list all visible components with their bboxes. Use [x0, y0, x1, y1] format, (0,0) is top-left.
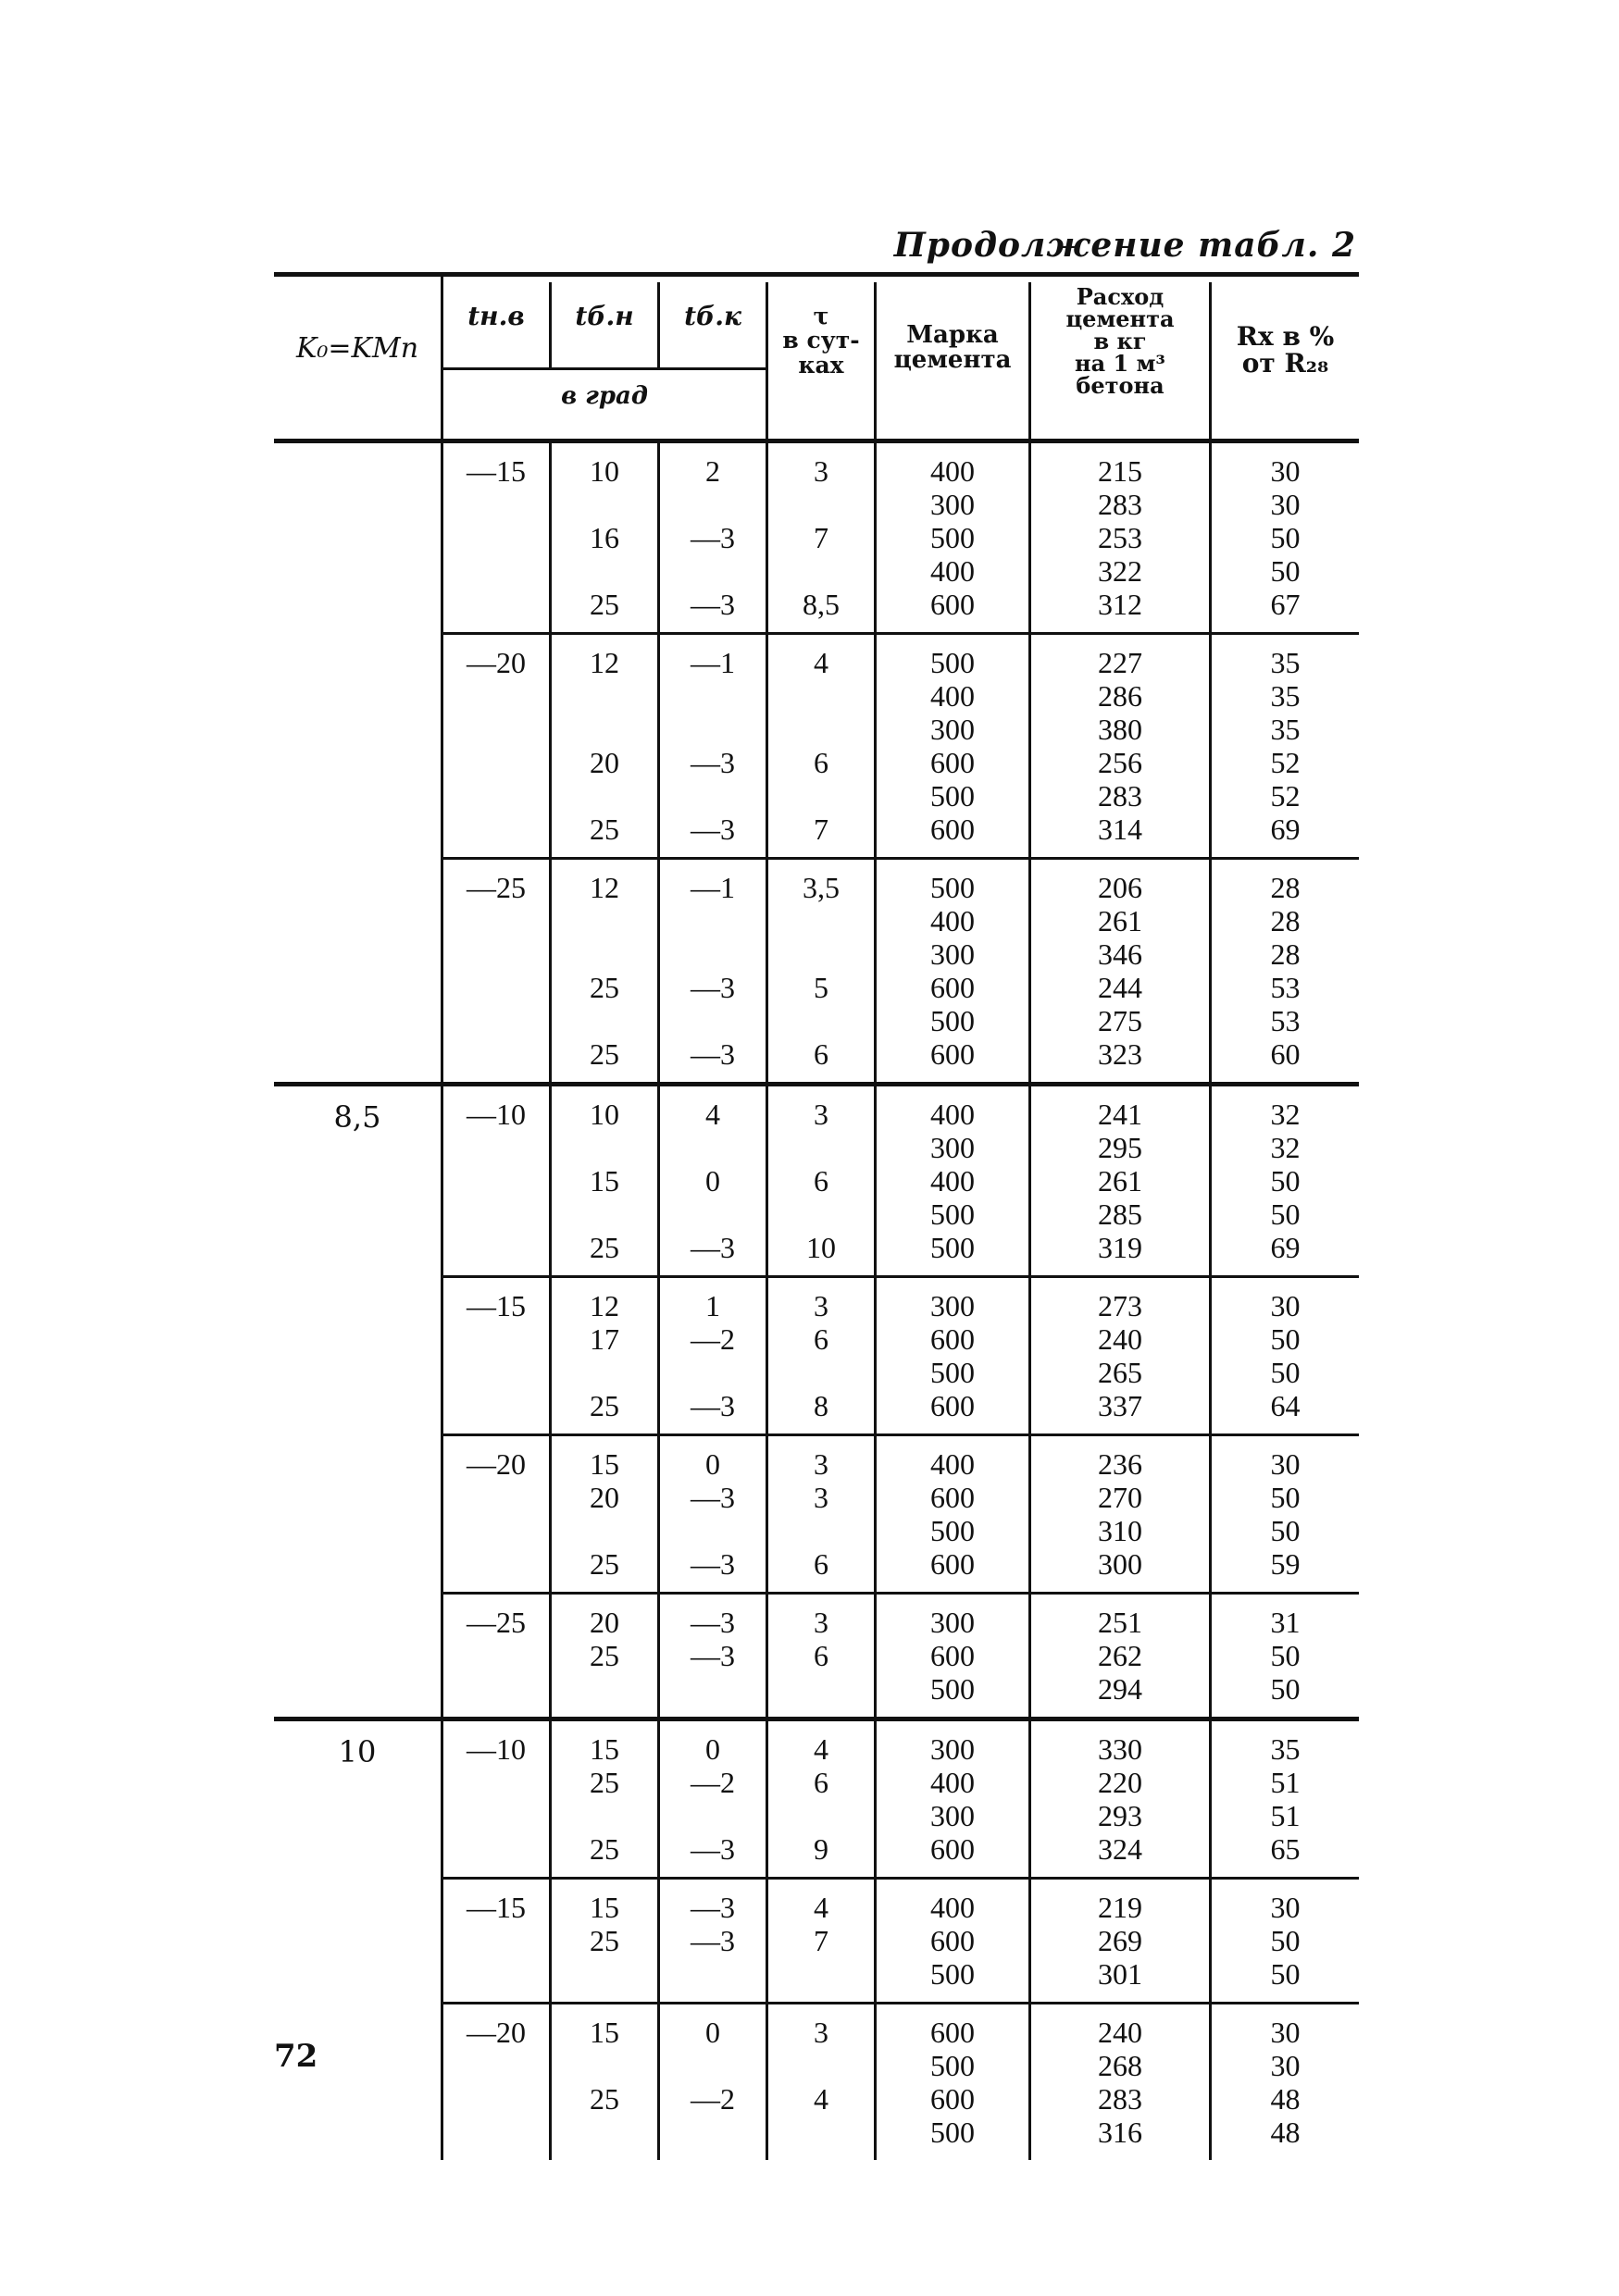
- cell-marka: 400: [930, 1891, 975, 1924]
- cell-tau: 8,5: [803, 588, 840, 621]
- table-row: [274, 1799, 1359, 1832]
- cell-t-bn: 25: [590, 1037, 619, 1071]
- cell-marka: 600: [930, 2016, 975, 2049]
- table-row: [274, 2082, 1359, 2116]
- cell-rashod: 380: [1098, 713, 1142, 746]
- cell-tau: 3: [814, 1098, 828, 1131]
- cell-rx: 28: [1270, 904, 1301, 937]
- cell-rx: 51: [1270, 1799, 1301, 1832]
- table-row: [274, 1447, 1359, 1481]
- table-block: [443, 1877, 1359, 2002]
- cell-rashod: 330: [1098, 1732, 1142, 1766]
- cell-tau: 3: [814, 1606, 828, 1639]
- cell-marka: 400: [930, 1766, 975, 1799]
- cell-tau: 3: [814, 1289, 828, 1322]
- cell-rx: 32: [1270, 1131, 1301, 1164]
- table-row: [274, 488, 1359, 521]
- cell-marka: 400: [930, 554, 975, 588]
- cell-t-nv: —20: [467, 1447, 526, 1481]
- table-row: [274, 1547, 1359, 1581]
- table-row: [274, 1606, 1359, 1639]
- cell-marka: 600: [930, 588, 975, 621]
- cell-rx: 28: [1270, 871, 1301, 904]
- cell-rx: 30: [1270, 2016, 1301, 2049]
- cell-marka: 600: [930, 1547, 975, 1581]
- table-row: [274, 1672, 1359, 1706]
- cell-rx: 30: [1270, 2049, 1301, 2082]
- cell-t-bk: —3: [691, 746, 735, 779]
- cell-rashod: 241: [1098, 1098, 1142, 1131]
- cell-tau: 6: [814, 1766, 828, 1799]
- cell-tau: 3: [814, 2016, 828, 2049]
- cell-t-bn: 12: [590, 871, 619, 904]
- cell-marka: 500: [930, 1957, 975, 1991]
- table-row: [274, 1481, 1359, 1514]
- cell-tau: 6: [814, 1547, 828, 1581]
- cell-rx: 59: [1270, 1547, 1301, 1581]
- cell-marka: 600: [930, 1322, 975, 1356]
- cell-rashod: 240: [1098, 1322, 1142, 1356]
- cell-rashod: 275: [1098, 1004, 1142, 1037]
- cell-t-bk: —3: [691, 813, 735, 846]
- cell-rashod: 253: [1098, 521, 1142, 554]
- table-row: [274, 1164, 1359, 1198]
- cell-rashod: 270: [1098, 1481, 1142, 1514]
- cell-rashod: 236: [1098, 1447, 1142, 1481]
- cell-rx: 69: [1270, 1231, 1301, 1264]
- cell-tau: 7: [814, 521, 828, 554]
- table-row: [274, 1924, 1359, 1957]
- cell-tau: 7: [814, 813, 828, 846]
- cell-tau: 6: [814, 746, 828, 779]
- table-row: [274, 746, 1359, 779]
- cell-t-bn: 15: [590, 1447, 619, 1481]
- table-row: [274, 1832, 1359, 1866]
- cell-t-bn: 12: [590, 646, 619, 679]
- cell-t-bk: 4: [705, 1098, 720, 1131]
- table-row: [274, 937, 1359, 971]
- cell-rx: 48: [1270, 2082, 1301, 2116]
- table-row: [274, 521, 1359, 554]
- cell-rx: 64: [1270, 1389, 1301, 1422]
- table-row: [274, 813, 1359, 846]
- table-row: [274, 2016, 1359, 2049]
- header-rx: Rх в % от R₂₈: [1236, 321, 1335, 379]
- cell-rx: 50: [1270, 1356, 1301, 1389]
- table-row: [274, 1389, 1359, 1422]
- cell-marka: 400: [930, 454, 975, 488]
- header-unit: в град: [561, 382, 648, 410]
- cell-rashod: 294: [1098, 1672, 1142, 1706]
- cell-t-bn: 20: [590, 746, 619, 779]
- cell-rx: 30: [1270, 1289, 1301, 1322]
- cell-rashod: 219: [1098, 1891, 1142, 1924]
- cell-t-bk: —3: [691, 1891, 735, 1924]
- cell-marka: 500: [930, 521, 975, 554]
- cell-rx: 50: [1270, 1957, 1301, 1991]
- cell-marka: 300: [930, 1799, 975, 1832]
- cell-marka: 300: [930, 937, 975, 971]
- cell-rx: 52: [1270, 779, 1301, 813]
- cell-tau: 6: [814, 1639, 828, 1672]
- cell-rx: 48: [1270, 2116, 1301, 2149]
- cell-t-bn: 10: [590, 454, 619, 488]
- cell-rashod: 265: [1098, 1356, 1142, 1389]
- cell-rx: 50: [1270, 1198, 1301, 1231]
- table-row: [274, 646, 1359, 679]
- cell-marka: 500: [930, 1672, 975, 1706]
- cell-t-nv: —10: [467, 1098, 526, 1131]
- cell-marka: 300: [930, 1289, 975, 1322]
- cell-marka: 500: [930, 2049, 975, 2082]
- cell-rashod: 240: [1098, 2016, 1142, 2049]
- cell-t-bn: 10: [590, 1098, 619, 1131]
- table-row: [274, 971, 1359, 1004]
- cell-t-nv: —20: [467, 2016, 526, 2049]
- table-row: [274, 1098, 1359, 1131]
- header-k0: K₀=KMп: [295, 332, 419, 365]
- cell-rx: 50: [1270, 1924, 1301, 1957]
- cell-rx: 50: [1270, 554, 1301, 588]
- cell-rx: 50: [1270, 1481, 1301, 1514]
- cell-rx: 35: [1270, 713, 1301, 746]
- cell-t-bn: 12: [590, 1289, 619, 1322]
- cell-rashod: 337: [1098, 1389, 1142, 1422]
- cell-t-bk: 0: [705, 1732, 720, 1766]
- table-row: [274, 588, 1359, 621]
- cell-rashod: 206: [1098, 871, 1142, 904]
- cell-rashod: 261: [1098, 904, 1142, 937]
- table-row: [274, 1231, 1359, 1264]
- table-block: [443, 1721, 1359, 1877]
- cell-marka: 300: [930, 713, 975, 746]
- cell-marka: 500: [930, 871, 975, 904]
- table-group: [274, 1717, 1359, 2160]
- table-row: [274, 1732, 1359, 1766]
- table-header: [274, 272, 1359, 443]
- cell-marka: 500: [930, 2116, 975, 2149]
- cell-t-bk: 0: [705, 1447, 720, 1481]
- cell-tau: 10: [806, 1231, 836, 1264]
- cell-marka: 500: [930, 1004, 975, 1037]
- cell-t-bk: —3: [691, 1606, 735, 1639]
- cell-rashod: 295: [1098, 1131, 1142, 1164]
- cell-t-bk: 2: [705, 454, 720, 488]
- table-block: [443, 1433, 1359, 1592]
- cell-marka: 600: [930, 1924, 975, 1957]
- cell-marka: 600: [930, 1639, 975, 1672]
- cell-marka: 300: [930, 488, 975, 521]
- table-row: [274, 1639, 1359, 1672]
- cell-t-bn: 25: [590, 971, 619, 1004]
- cell-t-bn: 25: [590, 1639, 619, 1672]
- table-row: [274, 1131, 1359, 1164]
- cell-t-bk: 0: [705, 2016, 720, 2049]
- cell-t-bk: —2: [691, 1322, 735, 1356]
- cell-rx: 30: [1270, 454, 1301, 488]
- cell-t-bn: 25: [590, 1389, 619, 1422]
- cell-marka: 500: [930, 1198, 975, 1231]
- cell-marka: 600: [930, 1389, 975, 1422]
- cell-rashod: 323: [1098, 1037, 1142, 1071]
- cell-marka: 400: [930, 1447, 975, 1481]
- header-rashod: Расход цемента в кг на 1 м³ бетона: [1065, 283, 1175, 399]
- table-block: [443, 1275, 1359, 1433]
- cell-t-nv: —20: [467, 646, 526, 679]
- table-block: [443, 1592, 1359, 1717]
- cell-marka: 400: [930, 679, 975, 713]
- cell-marka: 500: [930, 1231, 975, 1264]
- cell-rx: 50: [1270, 1672, 1301, 1706]
- cell-t-bk: —3: [691, 521, 735, 554]
- table-block: [443, 857, 1359, 1082]
- table-group: [274, 443, 1359, 1082]
- table-row: [274, 2049, 1359, 2082]
- cell-rashod: 227: [1098, 646, 1142, 679]
- cell-rx: 32: [1270, 1098, 1301, 1131]
- header-tau: τ в сут- ках: [782, 303, 860, 379]
- cell-rx: 69: [1270, 813, 1301, 846]
- cell-rashod: 314: [1098, 813, 1142, 846]
- cell-t-nv: —15: [467, 1289, 526, 1322]
- cell-t-bn: 25: [590, 1231, 619, 1264]
- cell-t-nv: —25: [467, 871, 526, 904]
- cell-t-bk: —3: [691, 1547, 735, 1581]
- cell-rashod: 301: [1098, 1957, 1142, 1991]
- cell-tau: 6: [814, 1322, 828, 1356]
- cell-marka: 300: [930, 1732, 975, 1766]
- cell-rashod: 215: [1098, 454, 1142, 488]
- cell-rx: 50: [1270, 1322, 1301, 1356]
- table-row: [274, 679, 1359, 713]
- cell-marka: 600: [930, 813, 975, 846]
- cell-marka: 500: [930, 1356, 975, 1389]
- cell-t-bn: 15: [590, 1164, 619, 1198]
- cell-t-bk: 0: [705, 1164, 720, 1198]
- cell-t-bk: —3: [691, 971, 735, 1004]
- cell-tau: 9: [814, 1832, 828, 1866]
- cell-marka: 600: [930, 1037, 975, 1071]
- cell-t-bn: 25: [590, 1547, 619, 1581]
- cell-tau: 5: [814, 971, 828, 1004]
- header-t-bk: tб.к: [684, 301, 741, 331]
- cell-rashod: 269: [1098, 1924, 1142, 1957]
- table-body: [274, 443, 1359, 2160]
- cell-marka: 300: [930, 1131, 975, 1164]
- cell-rx: 35: [1270, 1732, 1301, 1766]
- cell-rashod: 256: [1098, 746, 1142, 779]
- cell-t-bk: —3: [691, 1389, 735, 1422]
- cell-t-bk: —3: [691, 1924, 735, 1957]
- cell-rashod: 273: [1098, 1289, 1142, 1322]
- header-t-nv: tн.в: [467, 301, 525, 331]
- cell-marka: 500: [930, 779, 975, 813]
- table-row: [274, 904, 1359, 937]
- cell-rx: 52: [1270, 746, 1301, 779]
- table-row: [274, 1322, 1359, 1356]
- table-row: [274, 1957, 1359, 1991]
- cell-tau: 7: [814, 1924, 828, 1957]
- header-marka: Марка цемента: [893, 321, 1012, 375]
- cell-t-bk: —3: [691, 1832, 735, 1866]
- cell-rashod: 261: [1098, 1164, 1142, 1198]
- cell-marka: 600: [930, 746, 975, 779]
- cell-rx: 53: [1270, 1004, 1301, 1037]
- table-row: [274, 713, 1359, 746]
- page-number: 72: [274, 2038, 318, 2075]
- cell-marka: 600: [930, 2082, 975, 2116]
- cell-rashod: 293: [1098, 1799, 1142, 1832]
- cell-marka: 600: [930, 1481, 975, 1514]
- cell-rashod: 300: [1098, 1547, 1142, 1581]
- cell-tau: 3,5: [803, 871, 840, 904]
- cell-rx: 53: [1270, 971, 1301, 1004]
- cell-rashod: 283: [1098, 488, 1142, 521]
- cell-rx: 35: [1270, 646, 1301, 679]
- table-caption: Продолжение табл. 2: [893, 226, 1356, 265]
- cell-t-bn: 20: [590, 1606, 619, 1639]
- cell-t-nv: —15: [467, 1891, 526, 1924]
- table-row: [274, 1766, 1359, 1799]
- cell-rx: 28: [1270, 937, 1301, 971]
- cell-rx: 50: [1270, 1514, 1301, 1547]
- table-block: [443, 443, 1359, 632]
- table-row: [274, 1356, 1359, 1389]
- table-row: [274, 554, 1359, 588]
- cell-marka: 400: [930, 1098, 975, 1131]
- cell-t-nv: —10: [467, 1732, 526, 1766]
- cell-t-bk: —1: [691, 646, 735, 679]
- cell-rashod: 316: [1098, 2116, 1142, 2149]
- cell-t-bn: 15: [590, 2016, 619, 2049]
- header-t-bn: tб.н: [575, 301, 634, 331]
- table-block: [443, 2002, 1359, 2160]
- cell-t-bk: —3: [691, 588, 735, 621]
- cell-tau: 8: [814, 1389, 828, 1422]
- cell-t-bn: 16: [590, 521, 619, 554]
- cell-rashod: 322: [1098, 554, 1142, 588]
- cell-rashod: 312: [1098, 588, 1142, 621]
- cell-tau: 3: [814, 454, 828, 488]
- cell-rashod: 262: [1098, 1639, 1142, 1672]
- cell-rashod: 283: [1098, 779, 1142, 813]
- cell-tau: 4: [814, 2082, 828, 2116]
- cell-t-bn: 15: [590, 1891, 619, 1924]
- cell-t-bn: 20: [590, 1481, 619, 1514]
- cell-tau: 4: [814, 1732, 828, 1766]
- data-table: [274, 272, 1359, 2160]
- cell-rx: 30: [1270, 1447, 1301, 1481]
- cell-marka: 600: [930, 1832, 975, 1866]
- cell-t-bk: —3: [691, 1481, 735, 1514]
- cell-rx: 65: [1270, 1832, 1301, 1866]
- cell-rashod: 244: [1098, 971, 1142, 1004]
- table-block: [443, 1086, 1359, 1275]
- cell-t-bn: 25: [590, 1924, 619, 1957]
- cell-t-bk: —3: [691, 1037, 735, 1071]
- cell-marka: 600: [930, 971, 975, 1004]
- cell-marka: 400: [930, 1164, 975, 1198]
- k0-value: 10: [338, 1734, 377, 1769]
- table-row: [274, 1514, 1359, 1547]
- cell-t-bn: 25: [590, 1832, 619, 1866]
- cell-rx: 31: [1270, 1606, 1301, 1639]
- cell-rx: 50: [1270, 1164, 1301, 1198]
- cell-t-bk: —3: [691, 1231, 735, 1264]
- table-row: [274, 871, 1359, 904]
- cell-rashod: 324: [1098, 1832, 1142, 1866]
- cell-rx: 30: [1270, 1891, 1301, 1924]
- cell-rashod: 285: [1098, 1198, 1142, 1231]
- table-block: [443, 632, 1359, 857]
- cell-rx: 30: [1270, 488, 1301, 521]
- cell-t-bk: —2: [691, 2082, 735, 2116]
- table-row: [274, 454, 1359, 488]
- cell-rashod: 346: [1098, 937, 1142, 971]
- cell-tau: 3: [814, 1447, 828, 1481]
- cell-t-bn: 25: [590, 1766, 619, 1799]
- cell-rashod: 283: [1098, 2082, 1142, 2116]
- cell-rashod: 319: [1098, 1231, 1142, 1264]
- cell-t-bk: —2: [691, 1766, 735, 1799]
- table-row: [274, 1891, 1359, 1924]
- cell-t-nv: —15: [467, 454, 526, 488]
- cell-rashod: 286: [1098, 679, 1142, 713]
- cell-rx: 60: [1270, 1037, 1301, 1071]
- table-row: [274, 1198, 1359, 1231]
- cell-marka: 400: [930, 904, 975, 937]
- cell-marka: 500: [930, 646, 975, 679]
- cell-rx: 67: [1270, 588, 1301, 621]
- cell-tau: 4: [814, 646, 828, 679]
- table-row: [274, 1004, 1359, 1037]
- table-row: [274, 779, 1359, 813]
- table-row: [274, 1289, 1359, 1322]
- cell-rashod: 268: [1098, 2049, 1142, 2082]
- cell-tau: 6: [814, 1164, 828, 1198]
- table-group: [274, 1082, 1359, 1717]
- cell-tau: 6: [814, 1037, 828, 1071]
- cell-t-bn: 25: [590, 588, 619, 621]
- cell-t-bk: —1: [691, 871, 735, 904]
- cell-t-nv: —25: [467, 1606, 526, 1639]
- cell-t-bn: 25: [590, 2082, 619, 2116]
- cell-rashod: 220: [1098, 1766, 1142, 1799]
- cell-marka: 300: [930, 1606, 975, 1639]
- cell-rx: 50: [1270, 521, 1301, 554]
- cell-t-bn: 17: [590, 1322, 619, 1356]
- cell-tau: 4: [814, 1891, 828, 1924]
- cell-rx: 35: [1270, 679, 1301, 713]
- cell-rashod: 310: [1098, 1514, 1142, 1547]
- cell-t-bn: 25: [590, 813, 619, 846]
- cell-t-bk: —3: [691, 1639, 735, 1672]
- k0-value: 8,5: [333, 1099, 381, 1135]
- cell-rashod: 251: [1098, 1606, 1142, 1639]
- cell-t-bk: 1: [705, 1289, 720, 1322]
- cell-tau: 3: [814, 1481, 828, 1514]
- table-row: [274, 1037, 1359, 1071]
- cell-marka: 500: [930, 1514, 975, 1547]
- cell-rx: 50: [1270, 1639, 1301, 1672]
- cell-rx: 51: [1270, 1766, 1301, 1799]
- table-row: [274, 2116, 1359, 2149]
- cell-t-bn: 15: [590, 1732, 619, 1766]
